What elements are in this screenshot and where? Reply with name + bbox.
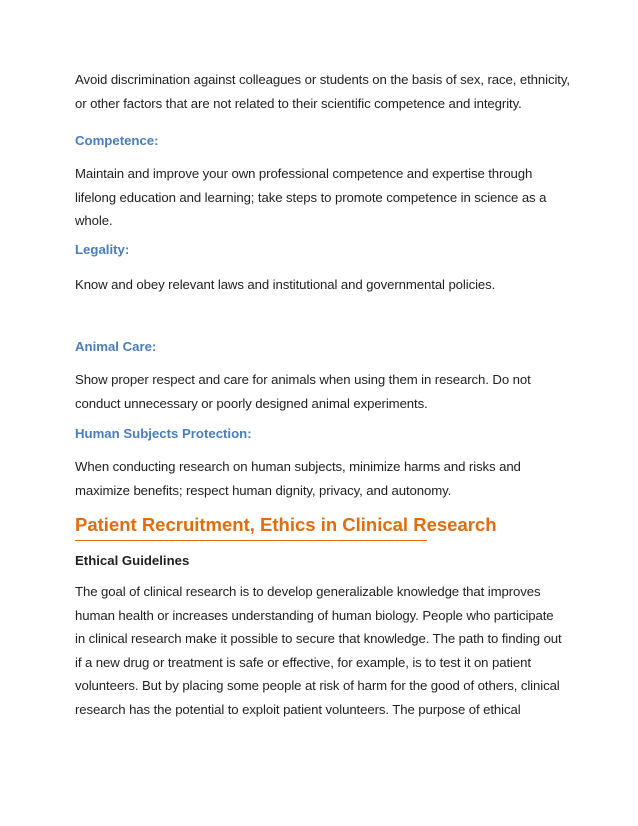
human-subjects-line: When conducting research on human subjects, minimize harms and risks and bbox=[75, 459, 521, 474]
section-title-underline bbox=[75, 540, 427, 541]
section-line: research has the potential to exploit patient volunteers. The purpose of ethical bbox=[75, 701, 521, 717]
section-line: The goal of clinical research is to develop generalizable knowledge that improves bbox=[75, 584, 541, 599]
intro-line: or other factors that are not related to their scientific competence and integrity. bbox=[75, 95, 522, 111]
human-subjects-paragraph bbox=[75, 455, 575, 502]
legality-heading: Legality: bbox=[75, 242, 130, 257]
legality-line: Know and obey relevant laws and institutional and governmental policies. bbox=[75, 277, 496, 292]
competence-line: Maintain and improve your own professional competence and expertise through bbox=[75, 166, 533, 181]
animal-care-paragraph bbox=[75, 368, 575, 415]
section-line: volunteers. But by placing some people at risk of harm for the good of others, clinical bbox=[75, 678, 560, 693]
section-line: in clinical research make it possible to secure that knowledge. The path to finding out bbox=[75, 631, 562, 646]
section-title: Patient Recruitment, Ethics in Clinical Research bbox=[75, 514, 497, 535]
intro-line: Avoid discrimination against colleagues or students on the basis of sex, race, ethnicity, bbox=[75, 72, 570, 87]
section-line: if a new drug or treatment is safe or effective, for example, is to test it on patient bbox=[75, 654, 531, 670]
human-subjects-line: maximize benefits; respect human dignity, privacy, and autonomy. bbox=[75, 482, 452, 498]
animal-care-line: Show proper respect and care for animals when using them in research. Do not bbox=[75, 372, 531, 387]
legality-paragraph bbox=[75, 273, 575, 297]
section-paragraph bbox=[75, 580, 575, 721]
human-subjects-heading: Human Subjects Protection: bbox=[75, 426, 252, 441]
section-line: human health or increases understanding of human biology. People who participate bbox=[75, 607, 554, 623]
competence-heading: Competence: bbox=[75, 133, 159, 148]
competence-paragraph bbox=[75, 162, 575, 233]
competence-line: lifelong education and learning; take steps to promote competence in science as a bbox=[75, 189, 547, 205]
animal-care-heading: Animal Care: bbox=[75, 339, 157, 354]
section-subtitle: Ethical Guidelines bbox=[75, 553, 190, 568]
animal-care-line: conduct unnecessary or poorly designed animal experiments. bbox=[75, 395, 428, 411]
competence-line: whole. bbox=[75, 213, 113, 228]
intro-paragraph bbox=[75, 68, 575, 115]
